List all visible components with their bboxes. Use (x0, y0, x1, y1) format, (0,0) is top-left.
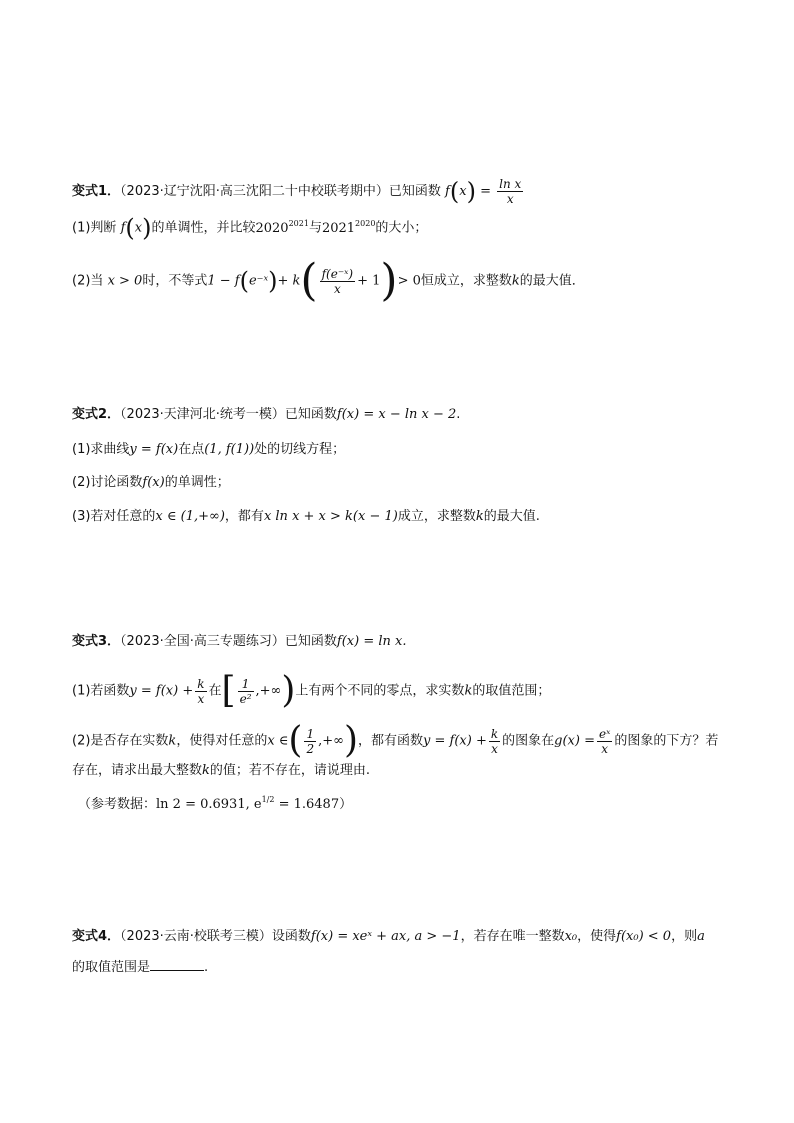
problem-3-part-2-cont: 存在，请求出最大整数k的值；若不存在，请说理由. (72, 763, 371, 778)
problem-4-tag: 变式4． (72, 929, 121, 944)
f-e-over-x-fraction: $\frac{\text{f(e⁻ˣ)}}{x}$ (321, 266, 354, 296)
problem-2-stem: 变式2．（2023·天津河北·统考一模）已知函数f(x) = x − ln x − 2. (72, 407, 461, 422)
problem-1-tag: 变式1． (72, 184, 121, 199)
problem-4-def: f(x) = xeˣ + ax, a > −1 (310, 929, 461, 944)
problem-2-tag: 变式2． (72, 407, 121, 422)
problem-4-cont: 的取值范围是 . (72, 960, 209, 975)
problem-4-stem: 变式4．（2023·云南·校联考三模）设函数f(x) = xeˣ + ax, a > −1，若存在唯一整数x₀，使得f(x₀) < 0，则a (72, 929, 705, 944)
problem-2-def: f(x) = x − ln x − 2 (336, 407, 457, 422)
answer-blank[interactable] (150, 958, 204, 971)
reference-data: （参考数据：ln 2 = 0.6931, $e^{1/2} = 1.6487$） (78, 795, 353, 812)
problem-1-part-2: (2)当 x > 0时，不等式1 − f(e⁻ˣ)+ k( $\frac{\text{f(e⁻ˣ)}}{x}$ + 1)> 0恒成立，求整数k的最大值． (72, 255, 585, 306)
problem-1-stem: 变式1．（2023·辽宁沈阳·高三沈阳二十中校联考期中）已知函数 f(x) = $\frac{\text{ln x}}{x}$ (72, 177, 522, 206)
problem-2-part-2: (2)讨论函数f(x)的单调性； (72, 475, 230, 490)
problem-3-tag: 变式3． (72, 634, 121, 649)
problem-3-part-2: (2)是否存在实数k，使得对任意的x ∈( $\frac{1}{2}$ ,+∞)，都有函数y = f(x) + $\frac{k}{x}$ 的图象在g(x) = $\frac{\text{eˣ}}{x}$ 的图象的下方？若 (72, 720, 719, 761)
func-name: f (445, 184, 450, 199)
problem-2-source: （2023·天津河北·统考一模）已知函数 (120, 407, 337, 422)
problem-2-part-1: (1)求曲线y = f(x)在点(1, f(1))处的切线方程； (72, 442, 346, 457)
problem-3-source: （2023·全国·高三专题练习）已知函数 (120, 634, 337, 649)
problem-3-def: f(x) = ln x. (336, 634, 407, 649)
problem-1-source: （2023·辽宁沈阳·高三沈阳二十中校联考期中）已知函数 (120, 184, 441, 199)
problem-4-source: （2023·云南·校联考三模）设函数 (120, 929, 311, 944)
problem-1-part-1: (1)判断 f(x)的单调性，并比较$2020^{2021}$与$2021^{2020}$的大小； (72, 214, 428, 242)
problem-2-part-3: (3)若对任意的x ∈ (1,+∞)，都有x ln x + x > k(x − 1)成立，求整数k的最大值. (72, 509, 540, 524)
problem-3-part-1: (1)若函数y = f(x) + $\frac{k}{x}$ 在[ $\frac{1}{\text{e²}}$ ,+∞)上有两个不同的零点，求实数k的取值范围； (72, 670, 551, 711)
problem-3-stem (72, 633, 406, 651)
ln-x-over-x-fraction: $\frac{\text{ln x}}{x}$ (499, 177, 522, 206)
